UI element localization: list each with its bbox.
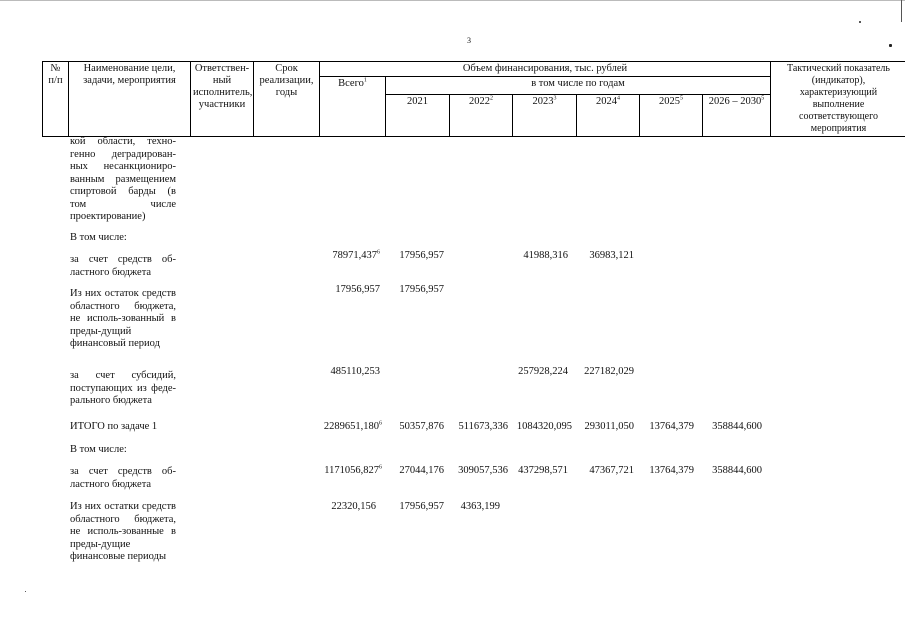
row-description: В том числе: [70, 444, 127, 455]
cell-2021: 17956,957 [399, 284, 444, 295]
header-year: 2022$^2$ [450, 95, 513, 137]
cell-2023: 437298,571 [518, 465, 568, 476]
header-col-indicator: Тактический показатель (индикатор), характеризующий выполнение соответствующего мероприятия [771, 62, 905, 137]
row-description: за счет средств об-ластного бюджета [70, 254, 176, 278]
header-col-num: № п/п [43, 62, 69, 137]
row-description: за счет субсидий, поступающих из феде-рального бюджета [70, 370, 176, 406]
row-description: за счет средств об-ластного бюджета [70, 466, 176, 490]
cell-2023: 257928,224 [518, 366, 568, 377]
header-year: 2026 – 2030$^5$ [703, 95, 771, 137]
header-col-total: Всего$^1$ [320, 77, 386, 137]
row-description: В том числе: [70, 232, 127, 243]
cell-2024: 293011,050 [584, 421, 634, 432]
row-description: кой области, техно-генно деградирован-ных несанкциониро-ванным размещением спиртовой барды (в том числе проектирование) [70, 136, 176, 222]
cell-2025: 13764,379 [649, 465, 694, 476]
cell-2021: 27044,176 [399, 465, 444, 476]
cell-2025: 13764,379 [649, 421, 694, 432]
cell-2026-2030: 358844,600 [712, 465, 762, 476]
cell-2022: 4363,199 [460, 501, 500, 512]
row-description: Из них остатки средств областного бюджета, не исполь-зованные в преды-дущие финансовые периоды [70, 501, 176, 562]
row-description: ИТОГО по задаче 1 [70, 421, 158, 432]
header-year: 2023$^3$ [513, 95, 577, 137]
cell-2022: 511673,336 [458, 421, 508, 432]
cell-total: 2289651,180$^6$ [323, 420, 382, 432]
cell-2021: 50357,876 [399, 421, 444, 432]
cell-2022: 309057,536 [458, 465, 508, 476]
header-year: 2024$^4$ [577, 95, 640, 137]
cell-total: 1171056,827$^6$ [324, 464, 382, 476]
header-year: 2025$^5$ [640, 95, 703, 137]
header-col-volume: Объем финансирования, тыс. рублей [320, 62, 771, 77]
cell-2023: 41988,316 [523, 250, 568, 261]
cell-total: 485110,253 [330, 366, 380, 377]
header-col-by-years: в том числе по годам [386, 77, 771, 95]
cell-2021: 17956,957 [399, 250, 444, 261]
cell-total: 78971,437$^6$ [332, 249, 380, 261]
cell-2021: 17956,957 [399, 501, 444, 512]
cell-total: 22320,156 [331, 501, 376, 512]
page-number: 3 [467, 36, 471, 45]
header-col-responsible: Ответствен-ный исполнитель, участники [191, 62, 254, 137]
row-description: Из них остаток средств областного бюджета, не исполь-зованный в преды-дущий финансовый период [70, 288, 176, 349]
cell-2024: 36983,121 [589, 250, 634, 261]
cell-2024: 47367,721 [589, 465, 634, 476]
cell-2023: 1084320,095 [516, 421, 572, 432]
cell-total: 17956,957 [335, 284, 380, 295]
header-year: 2021 [386, 95, 450, 137]
cell-2024: 227182,029 [584, 366, 634, 377]
cell-2026-2030: 358844,600 [712, 421, 762, 432]
header-col-name: Наименование цели, задачи, мероприятия [69, 62, 191, 137]
header-col-term: Срок реализации, годы [254, 62, 320, 137]
